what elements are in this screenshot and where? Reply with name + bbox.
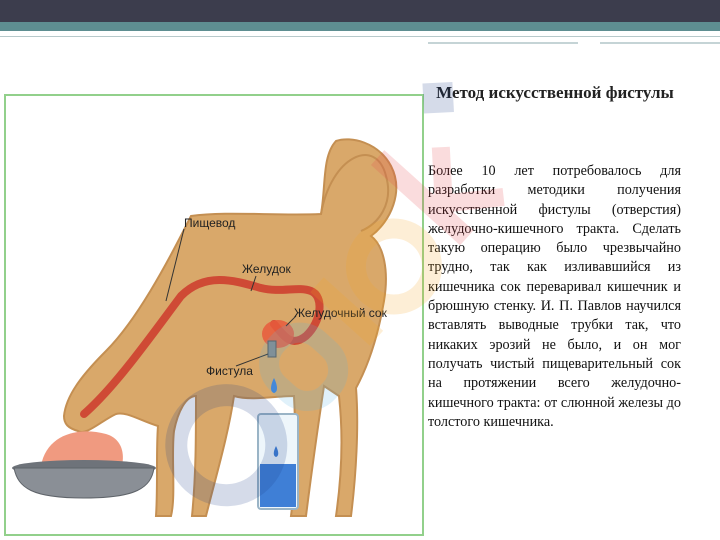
- slide-body: Более 10 лет потребовалось для разработки методики получения искусственной фистулы (отверстия) желудочно-кишечного тракта. Сделать такую операцию было чрезвычайно трудно, так как изливавшийся из кишечника сок переваривал кишечник и брюшную стенку. И. П. Павлов научился вставлять выводные трубки так, что никаких эрозий не было, и он мог получать чистый пищеварительный сок на протяжении всего желудочно-кишечного тракта: от слюнной железы до толстого кишечника.: [428, 163, 681, 430]
- accent-line: [0, 36, 720, 37]
- label-stomach: Желудок: [242, 262, 291, 276]
- beaker-juice: [260, 464, 296, 507]
- slide-title: Метод искусственной фистулы: [436, 83, 674, 102]
- label-fistula: Фистула: [206, 364, 253, 378]
- accent-line: [600, 42, 720, 44]
- top-stripe: [0, 22, 720, 31]
- fistula-illustration: [4, 94, 424, 536]
- gastric-juice-spot: [262, 320, 294, 348]
- accent-line: [428, 42, 578, 44]
- bowl: [14, 468, 154, 498]
- top-bar: [0, 0, 720, 22]
- label-gastric-juice: Желудочный сок: [294, 306, 387, 320]
- fistula-tube: [268, 341, 276, 357]
- label-esophagus: Пищевод: [184, 216, 236, 230]
